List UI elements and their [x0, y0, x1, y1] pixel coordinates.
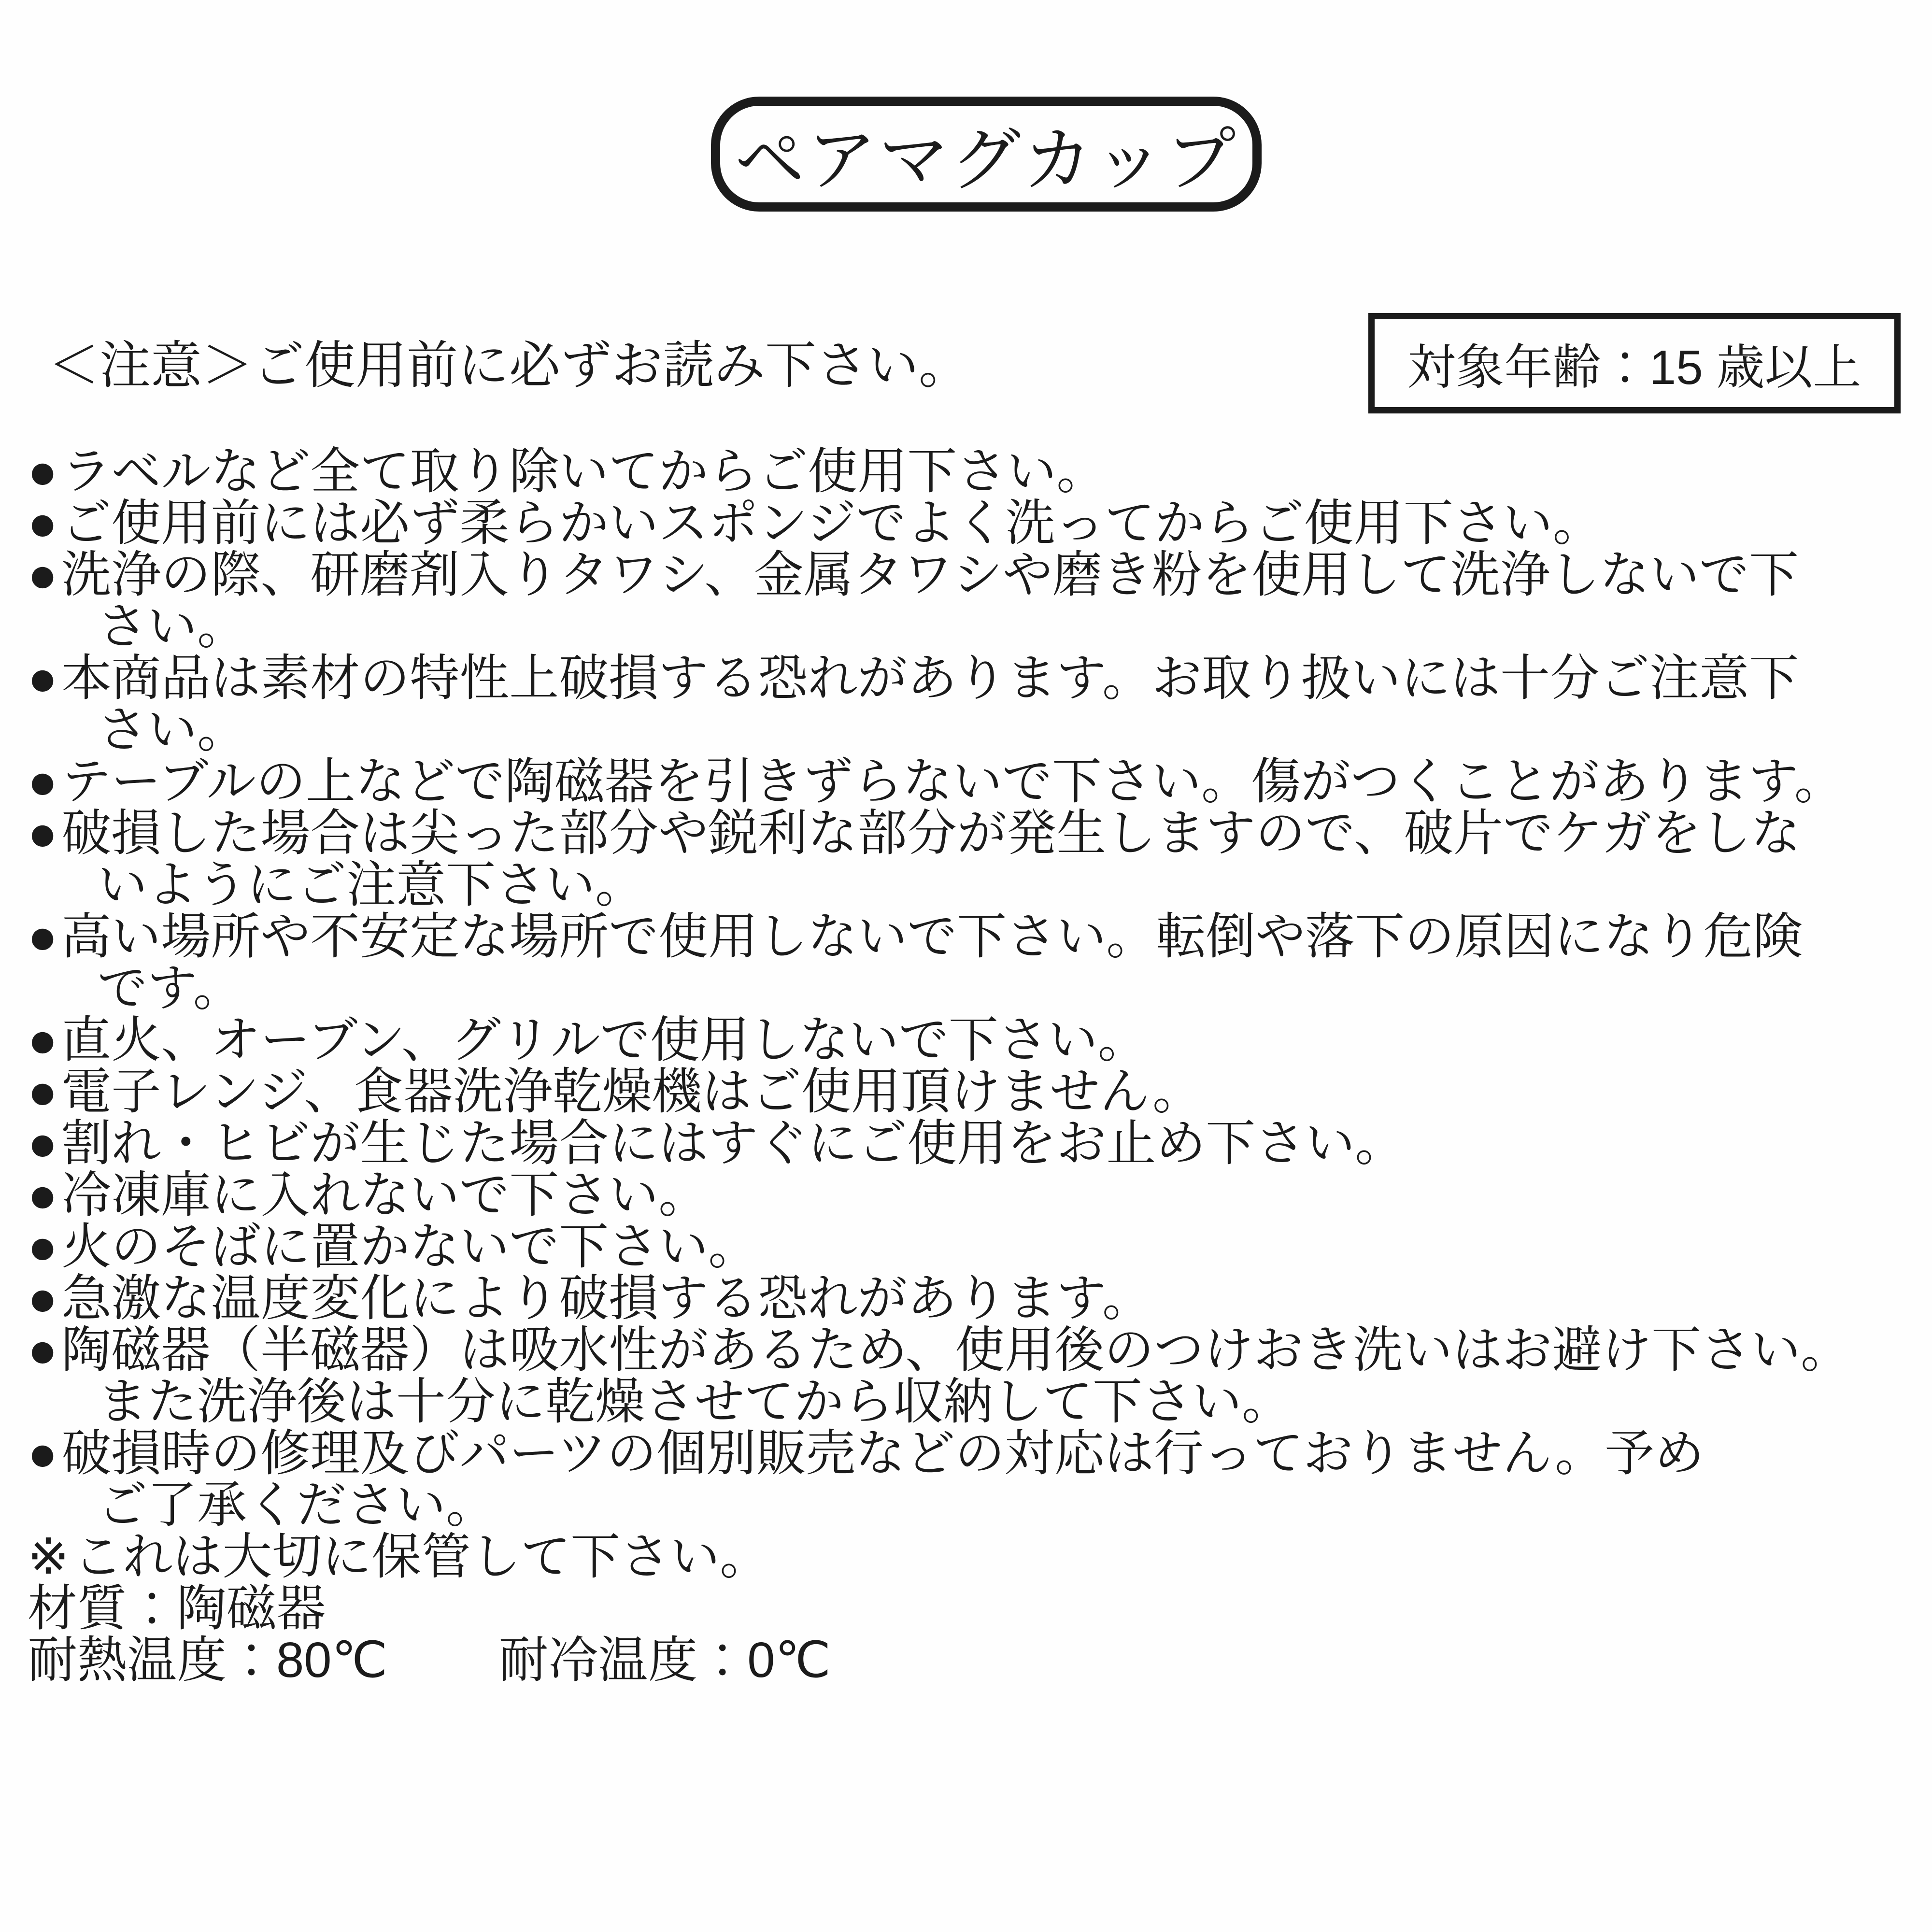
bullet-marker: ● — [28, 547, 58, 602]
note-item — [28, 652, 1911, 755]
notice-heading: ＜注意＞ご使用前に必ずお読み下さい。 — [48, 337, 970, 394]
note-item — [28, 1427, 1911, 1531]
note-text: 割れ・ヒビが生じた場合にはすぐにご使用をお止め下さい。 — [61, 1115, 1405, 1171]
note-item — [28, 1169, 1911, 1221]
note-item — [28, 1531, 1911, 1582]
note-item — [28, 1014, 1911, 1065]
note-text: ご使用前には必ず柔らかいスポンジでよく洗ってからご使用下さい。 — [61, 495, 1603, 551]
note-text-continuation: いようにご注意下さい。 — [98, 857, 645, 912]
note-text-continuation: また洗浄後は十分に乾燥させてから収納して下さい。 — [98, 1374, 1292, 1429]
note-text-continuation: さい。 — [98, 598, 247, 654]
notes-list — [28, 445, 1911, 1582]
note-item — [28, 1065, 1911, 1117]
reference-mark: ※ — [28, 1529, 70, 1584]
bullet-marker: ● — [28, 1012, 58, 1067]
note-text-continuation: ご了承ください。 — [98, 1477, 496, 1533]
note-item — [28, 497, 1911, 549]
bullet-marker: ● — [28, 495, 58, 551]
note-text: 陶磁器（半磁器）は吸水性があるため、使用後のつけおき洗いはお避け下さい。 — [61, 1322, 1851, 1378]
note-item — [28, 445, 1911, 497]
note-text: 破損した場合は尖った部分や鋭利な部分が発生しますので、破片でケガをしな — [61, 805, 1801, 861]
note-text: 直火、オーブン、グリルで使用しないで下さい。 — [61, 1012, 1148, 1067]
note-text: 冷凍庫に入れないで下さい。 — [61, 1167, 709, 1222]
note-text: 急激な温度変化により破損する恐れがあります。 — [61, 1270, 1152, 1326]
material-line: 材質：陶磁器 — [28, 1580, 326, 1636]
note-item — [28, 549, 1911, 652]
note-text-continuation: さい。 — [98, 702, 247, 757]
bullet-marker: ● — [28, 1425, 58, 1481]
bullet-marker: ● — [28, 1167, 58, 1222]
note-text: 電子レンジ、食器洗浄乾燥機はご使用頂けません。 — [61, 1064, 1203, 1119]
bullet-marker: ● — [28, 1064, 58, 1119]
note-text: 洗浄の際、研磨剤入りタワシ、金属タワシや磨き粉を使用して洗浄しないで下 — [61, 547, 1799, 602]
note-text-continuation: です。 — [98, 960, 243, 1016]
note-item — [28, 1117, 1911, 1169]
note-item — [28, 755, 1911, 807]
note-item — [28, 1221, 1911, 1272]
note-item — [28, 1272, 1911, 1324]
note-item — [28, 807, 1911, 910]
note-item — [28, 1324, 1911, 1427]
note-text: 高い場所や不安定な場所で使用しないで下さい。転倒や落下の原因になり危険 — [61, 909, 1803, 964]
spec-footer — [28, 1582, 831, 1686]
bullet-marker: ● — [28, 1115, 58, 1171]
note-item — [28, 910, 1911, 1014]
bullet-marker: ● — [28, 753, 58, 809]
bullet-marker: ● — [28, 909, 58, 964]
temperature-line — [28, 1634, 831, 1686]
bullet-marker: ● — [28, 443, 58, 499]
target-age-box — [1368, 313, 1901, 413]
note-text: 火のそばに置かないで下さい。 — [61, 1219, 758, 1274]
product-title: ペアマグカップ — [735, 121, 1238, 199]
bullet-marker: ● — [28, 650, 58, 706]
note-text: 本商品は素材の特性上破損する恐れがあります。お取り扱いには十分ご注意下 — [61, 650, 1799, 706]
bullet-marker: ● — [28, 805, 58, 861]
bullet-marker: ● — [28, 1270, 58, 1326]
product-title-box — [711, 97, 1262, 212]
bullet-marker: ● — [28, 1219, 58, 1274]
target-age-label: 対象年齢：15 歳以上 — [1407, 341, 1861, 395]
heat-resistance-value: 耐熱温度：80℃ — [28, 1632, 388, 1688]
note-text: テーブルの上などで陶磁器を引きずらないで下さい。傷がつくことがあります。 — [61, 753, 1844, 809]
note-text: これは大切に保管して下さい。 — [73, 1529, 770, 1584]
note-text: ラベルなど全て取り除いてからご使用下さい。 — [61, 443, 1107, 499]
note-text: 破損時の修理及びパーツの個別販売などの対応は行っておりません。予め — [61, 1425, 1705, 1481]
cold-resistance-value: 耐冷温度：0℃ — [498, 1632, 831, 1688]
bullet-marker: ● — [28, 1322, 58, 1378]
